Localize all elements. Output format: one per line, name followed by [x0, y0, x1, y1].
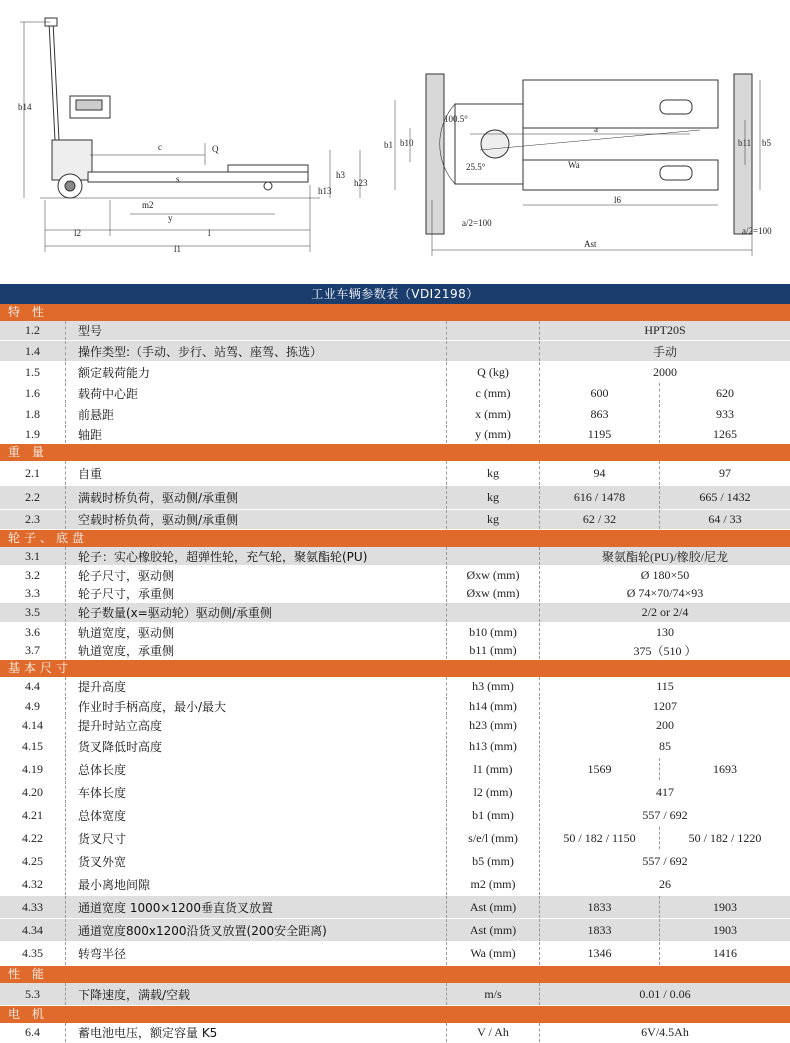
table-row: [0, 716, 790, 736]
row-value-model-1: 1833: [540, 896, 660, 918]
row-number: 4.21: [0, 804, 66, 826]
table-row: [0, 486, 790, 510]
dim-label-a2-left: a/2=100: [462, 218, 492, 228]
row-unit: [446, 603, 540, 622]
row-unit: h14 (mm): [446, 697, 540, 715]
row-unit: s/e/l (mm): [446, 827, 540, 849]
row-unit: h3 (mm): [446, 677, 540, 696]
row-unit: b10 (mm): [446, 623, 540, 641]
table-row: [0, 404, 790, 425]
dim-label-b1: b1: [384, 140, 393, 150]
row-value: 85: [659, 739, 671, 753]
spec-table: [0, 304, 790, 1043]
dim-label-ast: Ast: [584, 239, 597, 249]
row-description: 轨道宽度，承重侧: [78, 644, 175, 658]
row-value-model-2: 1416: [713, 946, 737, 960]
row-number: 3.2: [0, 566, 66, 584]
table-row: [0, 827, 790, 850]
row-unit: c (mm): [446, 383, 540, 403]
table-row: [0, 736, 790, 758]
row-unit: V / Ah: [446, 1023, 540, 1042]
dim-label-y: y: [168, 213, 173, 223]
row-description: 额定载荷能力: [78, 365, 151, 380]
row-description: 轮子尺寸，承重侧: [78, 587, 175, 601]
row-unit: Q (kg): [446, 362, 540, 382]
row-number: 1.4: [0, 341, 66, 361]
row-description: 满载时桥负荷，驱动侧/承重侧: [78, 491, 239, 505]
section-header: 特 性: [0, 304, 790, 321]
row-description: 空载时桥负荷，驱动侧/承重侧: [78, 513, 239, 527]
table-row: [0, 461, 790, 486]
row-number: 4.34: [0, 919, 66, 941]
row-value-model-1: 863: [540, 404, 660, 424]
row-unit: [446, 321, 540, 340]
row-number: 3.1: [0, 547, 66, 565]
row-number: 4.19: [0, 758, 66, 780]
row-value: Ø 180×50: [640, 567, 690, 582]
spec-table-title: 工业车辆参数表（VDI2198）: [0, 284, 790, 304]
row-unit: x (mm): [446, 404, 540, 424]
row-value-model-2: 50 / 182 / 1220: [688, 830, 762, 845]
dim-label-h13: h13: [318, 186, 332, 196]
row-number: 2.3: [0, 510, 66, 529]
row-unit: Øxw (mm): [446, 566, 540, 584]
dim-label-b14: b14: [18, 102, 32, 112]
row-description: 车体长度: [78, 785, 127, 800]
dim-label-l6: l6: [614, 195, 622, 205]
row-number: 4.4: [0, 677, 66, 696]
row-value: 6V/4.5Ah: [641, 1025, 689, 1039]
dim-label-a2-right: a/2=100: [742, 226, 772, 236]
row-number: 2.1: [0, 461, 66, 485]
row-value-model-2: 1903: [713, 922, 737, 937]
section-header: 重 量: [0, 444, 790, 461]
table-row: [0, 425, 790, 444]
table-row: [0, 510, 790, 530]
row-unit: h13 (mm): [446, 736, 540, 757]
row-unit: b1 (mm): [446, 804, 540, 826]
table-row: [0, 585, 790, 603]
dim-label-b10: b10: [400, 138, 414, 148]
row-unit: Ast (mm): [446, 919, 540, 941]
row-value-model-1: 94: [540, 461, 660, 485]
row-description: 型号: [78, 324, 103, 338]
row-value-model-1: 1833: [540, 919, 660, 941]
row-description: 下降速度，满载/空载: [78, 987, 191, 1002]
row-unit: Wa (mm): [446, 942, 540, 965]
table-row: [0, 919, 790, 942]
table-row: [0, 873, 790, 896]
row-unit: kg: [446, 510, 540, 529]
row-number: 4.14: [0, 716, 66, 735]
row-description: 转弯半径: [78, 947, 127, 961]
dim-label-m2: m2: [142, 200, 154, 210]
dim-label-l1: l1: [174, 244, 182, 254]
table-row: [0, 983, 790, 1006]
row-value: 1207: [653, 698, 677, 713]
row-value-model-2: 97: [719, 465, 731, 480]
row-number: 4.32: [0, 873, 66, 895]
dim-label-angle-2: 25.5°: [466, 162, 486, 172]
row-unit: Ast (mm): [446, 896, 540, 918]
table-row: [0, 383, 790, 404]
row-value: 130: [656, 624, 674, 639]
row-value: 557 / 692: [642, 853, 688, 868]
row-value-model-2: 933: [716, 406, 734, 421]
row-description: 通道宽度800x1200沿货叉放置(200安全距离): [78, 923, 327, 938]
row-value: 手动: [652, 344, 677, 359]
row-unit: [446, 341, 540, 361]
row-number: 1.6: [0, 383, 66, 403]
table-row: [0, 341, 790, 362]
row-description: 轮子：实心橡胶轮，超弹性轮，充气轮，聚氨酯轮(PU): [78, 549, 368, 564]
row-number: 3.3: [0, 585, 66, 602]
row-description: 最小离地间隙: [78, 877, 151, 892]
dim-label-l: l: [208, 228, 211, 238]
row-value: Ø 74×70/74×93: [626, 586, 704, 600]
dim-label-h23: h23: [354, 178, 368, 188]
row-unit: l1 (mm): [446, 758, 540, 780]
row-value: 聚氨酯轮(PU)/橡胶/尼龙: [601, 549, 728, 564]
row-unit: kg: [446, 486, 540, 509]
row-description: 提升时站立高度: [78, 719, 163, 733]
row-value-model-2: 1265: [713, 426, 737, 441]
section-header: 基本尺寸: [0, 660, 790, 677]
table-row: [0, 942, 790, 966]
row-value-model-2: 620: [716, 385, 734, 400]
row-number: 4.25: [0, 850, 66, 872]
row-value-model-1: 616 / 1478: [540, 486, 660, 509]
row-value: 2000: [653, 364, 677, 379]
row-number: 4.9: [0, 697, 66, 715]
table-row: [0, 603, 790, 623]
table-row: [0, 758, 790, 781]
row-value: 375（510 ）: [633, 644, 697, 658]
row-unit: h23 (mm): [446, 716, 540, 735]
row-description: 轮子尺寸，驱动侧: [78, 568, 175, 583]
section-header: 电 机: [0, 1006, 790, 1023]
row-unit: m2 (mm): [446, 873, 540, 895]
row-description: 蓄电池电压，额定容量 K5: [78, 1026, 218, 1040]
row-number: 2.2: [0, 486, 66, 509]
row-unit: l2 (mm): [446, 781, 540, 803]
row-description: 轴距: [78, 427, 103, 442]
row-value-model-2: 64 / 33: [708, 512, 742, 526]
table-row: [0, 623, 790, 642]
row-description: 前悬距: [78, 407, 115, 422]
table-row: [0, 804, 790, 827]
dim-label-l2: l2: [74, 228, 82, 238]
row-value: 115: [656, 679, 674, 693]
row-description: 自重: [78, 466, 103, 481]
row-value-model-2: 1693: [713, 761, 737, 776]
table-row: [0, 321, 790, 341]
row-value-model-1: 50 / 182 / 1150: [540, 827, 660, 849]
dim-label-h3: h3: [336, 170, 345, 180]
table-row: [0, 896, 790, 919]
row-description: 通道宽度 1000×1200垂直货叉放置: [78, 900, 273, 915]
table-row: [0, 547, 790, 566]
row-number: 4.33: [0, 896, 66, 918]
dim-label-q: Q: [212, 144, 219, 154]
technical-drawings: [0, 0, 790, 270]
row-value: HPT20S: [644, 323, 686, 337]
row-description: 操作类型:（手动、步行、站驾、座驾、拣选）: [78, 344, 323, 359]
row-number: 3.6: [0, 623, 66, 641]
row-description: 货叉降低时高度: [78, 740, 163, 754]
row-number: 1.5: [0, 362, 66, 382]
row-unit: b5 (mm): [446, 850, 540, 872]
row-unit: m/s: [446, 983, 540, 1005]
row-description: 轮子数量(x=驱动轮）驱动侧/承重侧: [78, 606, 272, 620]
row-value: 0.01 / 0.06: [639, 986, 691, 1001]
table-row: [0, 642, 790, 660]
row-value-model-1: 1346: [540, 942, 660, 965]
row-description: 总体宽度: [78, 808, 127, 823]
row-number: 4.22: [0, 827, 66, 849]
row-number: 1.9: [0, 425, 66, 443]
table-row: [0, 677, 790, 697]
section-header: 性 能: [0, 966, 790, 983]
table-row: [0, 362, 790, 383]
row-number: 6.4: [0, 1023, 66, 1042]
row-value: 200: [656, 718, 674, 732]
dim-label-b5: b5: [762, 138, 771, 148]
table-row: [0, 697, 790, 716]
row-value: 417: [656, 784, 674, 799]
table-row: [0, 850, 790, 873]
row-number: 3.5: [0, 603, 66, 622]
side-view-drawing: [20, 18, 360, 252]
row-number: 4.35: [0, 942, 66, 965]
row-unit: b11 (mm): [446, 642, 540, 659]
dim-label-c: c: [158, 142, 162, 152]
dim-label-wa: Wa: [568, 160, 580, 170]
row-number: 3.7: [0, 642, 66, 659]
dim-label-b11: b11: [738, 138, 752, 148]
row-value-model-1: 1195: [540, 425, 660, 443]
section-header: 轮子、底盘: [0, 530, 790, 547]
row-number: 1.2: [0, 321, 66, 340]
row-value: 2/2 or 2/4: [641, 605, 689, 619]
row-value-model-1: 600: [540, 383, 660, 403]
dim-label-angle-1: 100.5°: [444, 114, 468, 124]
row-unit: [446, 547, 540, 565]
table-row: [0, 1023, 790, 1043]
row-value: 557 / 692: [642, 807, 688, 822]
row-number: 1.8: [0, 404, 66, 424]
row-description: 总体长度: [78, 762, 127, 777]
row-unit: kg: [446, 461, 540, 485]
row-description: 载荷中心距: [78, 386, 139, 401]
row-number: 4.15: [0, 736, 66, 757]
row-description: 提升高度: [78, 680, 127, 694]
row-number: 4.20: [0, 781, 66, 803]
row-description: 作业时手柄高度，最小/最大: [78, 699, 227, 714]
row-description: 轨道宽度，驱动侧: [78, 625, 175, 640]
row-number: 5.3: [0, 983, 66, 1005]
row-value: 26: [659, 876, 671, 891]
row-unit: y (mm): [446, 425, 540, 443]
dim-label-s: s: [176, 174, 180, 184]
row-description: 货叉外宽: [78, 854, 127, 869]
row-value-model-1: 1569: [540, 758, 660, 780]
table-row: [0, 566, 790, 585]
row-value-model-2: 665 / 1432: [699, 490, 751, 504]
row-description: 货叉尺寸: [78, 831, 127, 846]
row-value-model-1: 62 / 32: [540, 510, 660, 529]
row-value-model-2: 1903: [713, 899, 737, 914]
dim-label-a: a: [594, 124, 598, 134]
row-unit: Øxw (mm): [446, 585, 540, 602]
table-row: [0, 781, 790, 804]
